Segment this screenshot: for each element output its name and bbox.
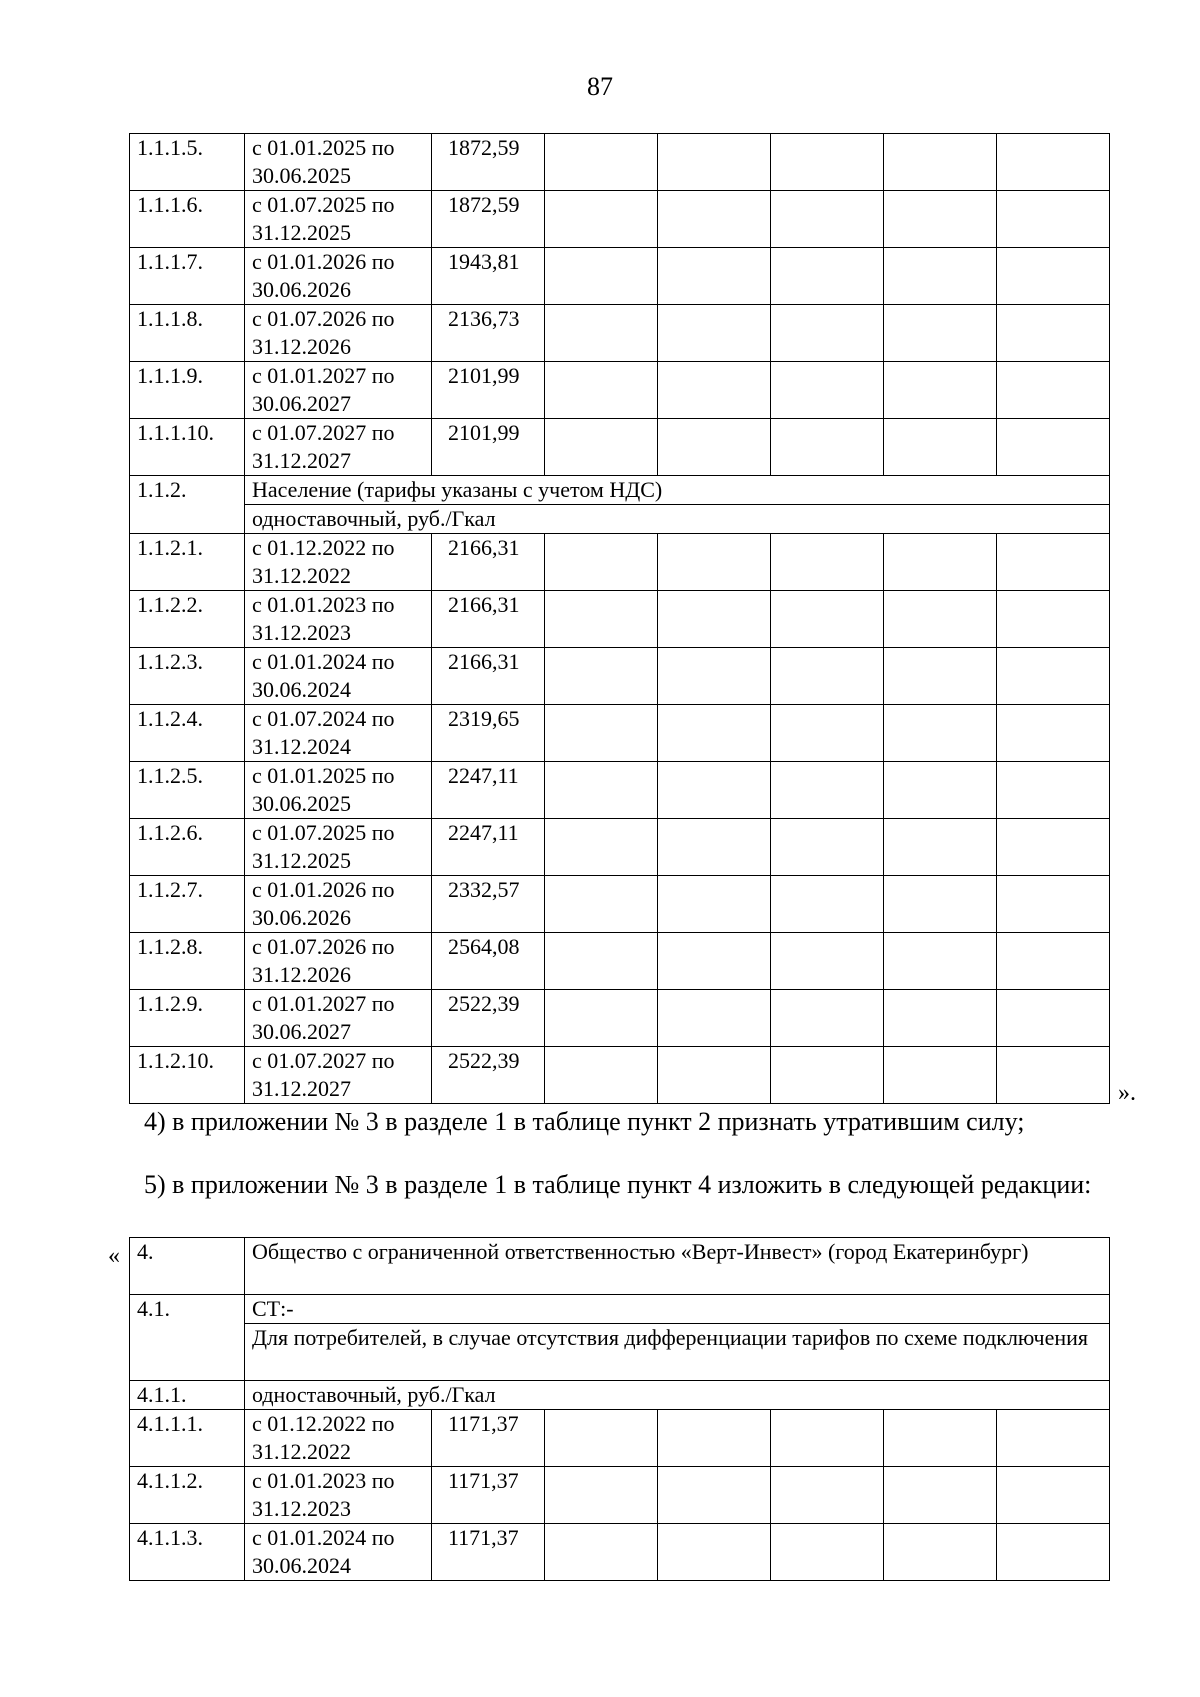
empty-cell — [771, 305, 884, 362]
tariff-value: 2166,31 — [432, 534, 545, 591]
table-row — [130, 419, 1110, 476]
empty-cell — [997, 990, 1110, 1047]
row-number: 1.1.2.6. — [130, 819, 245, 876]
empty-cell — [658, 990, 771, 1047]
empty-cell — [884, 1410, 997, 1467]
empty-cell — [771, 876, 884, 933]
empty-cell — [997, 534, 1110, 591]
empty-cell — [997, 876, 1110, 933]
empty-cell — [658, 876, 771, 933]
tariff-value: 2247,11 — [432, 819, 545, 876]
period-cell: с 01.01.2027 по 30.06.2027 — [245, 362, 432, 419]
empty-cell — [884, 1047, 997, 1104]
period-cell: с 01.01.2023 по 31.12.2023 — [245, 591, 432, 648]
section-title: одноставочный, руб./Гкал — [245, 505, 1110, 534]
empty-cell — [545, 1524, 658, 1581]
section-title: Общество с ограниченной ответственностью «Верт-Инвест» (город Екатеринбург) — [245, 1238, 1110, 1295]
empty-cell — [658, 1047, 771, 1104]
tariff-value: 1171,37 — [432, 1410, 545, 1467]
row-number: 1.1.1.6. — [130, 191, 245, 248]
empty-cell — [771, 1047, 884, 1104]
empty-cell — [658, 134, 771, 191]
tariff-value: 1171,37 — [432, 1467, 545, 1524]
empty-cell — [658, 648, 771, 705]
empty-cell — [997, 419, 1110, 476]
tariff-value: 2166,31 — [432, 648, 545, 705]
row-number: 1.1.1.7. — [130, 248, 245, 305]
table-row — [130, 762, 1110, 819]
empty-cell — [997, 1410, 1110, 1467]
empty-cell — [658, 534, 771, 591]
period-cell: с 01.07.2027 по 31.12.2027 — [245, 1047, 432, 1104]
row-number: 1.1.2.1. — [130, 534, 245, 591]
empty-cell — [771, 134, 884, 191]
period-cell: с 01.07.2027 по 31.12.2027 — [245, 419, 432, 476]
empty-cell — [545, 648, 658, 705]
empty-cell — [771, 648, 884, 705]
period-cell: с 01.01.2023 по 31.12.2023 — [245, 1467, 432, 1524]
row-number: 1.1.2.7. — [130, 876, 245, 933]
table-row — [130, 933, 1110, 990]
tariff-value: 2332,57 — [432, 876, 545, 933]
table-row — [130, 1467, 1110, 1524]
row-number: 1.1.1.5. — [130, 134, 245, 191]
table-row — [130, 305, 1110, 362]
empty-cell — [545, 933, 658, 990]
empty-cell — [884, 933, 997, 990]
period-cell: с 01.01.2025 по 30.06.2025 — [245, 762, 432, 819]
tariff-value: 2166,31 — [432, 591, 545, 648]
empty-cell — [997, 762, 1110, 819]
empty-cell — [658, 591, 771, 648]
empty-cell — [545, 1410, 658, 1467]
empty-cell — [658, 248, 771, 305]
empty-cell — [884, 648, 997, 705]
empty-cell — [545, 591, 658, 648]
empty-cell — [545, 191, 658, 248]
row-number: 1.1.1.8. — [130, 305, 245, 362]
section-header-row — [130, 505, 1110, 534]
row-number: 1.1.2.8. — [130, 933, 245, 990]
tariff-value: 1872,59 — [432, 134, 545, 191]
empty-cell — [771, 1410, 884, 1467]
table-row — [130, 534, 1110, 591]
empty-cell — [997, 134, 1110, 191]
empty-cell — [884, 705, 997, 762]
empty-cell — [771, 591, 884, 648]
period-cell: с 01.12.2022 по 31.12.2022 — [245, 1410, 432, 1467]
row-number: 1.1.1.9. — [130, 362, 245, 419]
section-title: Население (тарифы указаны с учетом НДС) — [245, 476, 1110, 505]
empty-cell — [997, 648, 1110, 705]
empty-cell — [658, 362, 771, 419]
empty-cell — [658, 1410, 771, 1467]
empty-cell — [997, 1524, 1110, 1581]
tariff-value: 2522,39 — [432, 990, 545, 1047]
section-number: 4.1.1. — [130, 1381, 245, 1410]
tariff-table-2 — [129, 1237, 1110, 1581]
empty-cell — [545, 362, 658, 419]
period-cell: с 01.12.2022 по 31.12.2022 — [245, 534, 432, 591]
period-cell: с 01.07.2025 по 31.12.2025 — [245, 819, 432, 876]
empty-cell — [771, 534, 884, 591]
table-row — [130, 876, 1110, 933]
table-row — [130, 362, 1110, 419]
section-header-row — [130, 1381, 1110, 1410]
section-number: 1.1.2. — [130, 476, 245, 534]
empty-cell — [997, 248, 1110, 305]
period-cell: с 01.07.2026 по 31.12.2026 — [245, 305, 432, 362]
row-number: 1.1.2.10. — [130, 1047, 245, 1104]
row-number: 4.1.1.1. — [130, 1410, 245, 1467]
table-row — [130, 1047, 1110, 1104]
tariff-value: 2101,99 — [432, 362, 545, 419]
row-number: 1.1.2.9. — [130, 990, 245, 1047]
empty-cell — [884, 534, 997, 591]
empty-cell — [997, 191, 1110, 248]
section-title: СТ:- — [245, 1295, 1110, 1324]
tariff-value: 2564,08 — [432, 933, 545, 990]
row-number: 1.1.2.2. — [130, 591, 245, 648]
tariff-value: 2522,39 — [432, 1047, 545, 1104]
closing-quote: ». — [1118, 1080, 1136, 1106]
period-cell: с 01.01.2024 по 30.06.2024 — [245, 648, 432, 705]
empty-cell — [884, 591, 997, 648]
empty-cell — [884, 1524, 997, 1581]
empty-cell — [771, 362, 884, 419]
empty-cell — [545, 134, 658, 191]
table-row — [130, 705, 1110, 762]
empty-cell — [997, 705, 1110, 762]
empty-cell — [997, 819, 1110, 876]
tariff-value: 2247,11 — [432, 762, 545, 819]
empty-cell — [658, 762, 771, 819]
empty-cell — [884, 762, 997, 819]
empty-cell — [545, 1047, 658, 1104]
tariff-value: 2319,65 — [432, 705, 545, 762]
empty-cell — [771, 419, 884, 476]
table-row — [130, 1410, 1110, 1467]
empty-cell — [658, 305, 771, 362]
empty-cell — [545, 534, 658, 591]
tariff-value: 1943,81 — [432, 248, 545, 305]
table-row — [130, 819, 1110, 876]
empty-cell — [658, 819, 771, 876]
period-cell: с 01.01.2024 по 30.06.2024 — [245, 1524, 432, 1581]
table-row — [130, 591, 1110, 648]
empty-cell — [884, 191, 997, 248]
period-cell: с 01.01.2026 по 30.06.2026 — [245, 248, 432, 305]
section-number: 4.1. — [130, 1295, 245, 1381]
empty-cell — [884, 305, 997, 362]
period-cell: с 01.01.2027 по 30.06.2027 — [245, 990, 432, 1047]
tariff-value: 1872,59 — [432, 191, 545, 248]
tariff-table-1 — [129, 133, 1110, 1104]
period-cell: с 01.01.2025 по 30.06.2025 — [245, 134, 432, 191]
paragraph-4: 4) в приложении № 3 в разделе 1 в таблице пункт 2 признать утратившим силу; — [144, 1107, 1025, 1136]
row-number: 1.1.2.4. — [130, 705, 245, 762]
row-number: 4.1.1.2. — [130, 1467, 245, 1524]
row-number: 1.1.2.5. — [130, 762, 245, 819]
page-number: 87 — [587, 72, 613, 101]
table-row — [130, 990, 1110, 1047]
empty-cell — [658, 705, 771, 762]
empty-cell — [545, 705, 658, 762]
opening-quote: « — [108, 1243, 120, 1269]
empty-cell — [997, 362, 1110, 419]
section-header-row — [130, 1324, 1110, 1381]
empty-cell — [658, 1524, 771, 1581]
tariff-value: 2136,73 — [432, 305, 545, 362]
empty-cell — [997, 305, 1110, 362]
empty-cell — [771, 1524, 884, 1581]
empty-cell — [771, 933, 884, 990]
table-row — [130, 1524, 1110, 1581]
empty-cell — [545, 419, 658, 476]
table-row — [130, 134, 1110, 191]
empty-cell — [771, 191, 884, 248]
period-cell: с 01.01.2026 по 30.06.2026 — [245, 876, 432, 933]
empty-cell — [997, 1467, 1110, 1524]
section-title: одноставочный, руб./Гкал — [245, 1381, 1110, 1410]
period-cell: с 01.07.2026 по 31.12.2026 — [245, 933, 432, 990]
row-number: 1.1.1.10. — [130, 419, 245, 476]
table-row — [130, 648, 1110, 705]
empty-cell — [545, 876, 658, 933]
empty-cell — [771, 705, 884, 762]
paragraph-5: 5) в приложении № 3 в разделе 1 в таблице пункт 4 изложить в следующей редакции: — [144, 1170, 1092, 1199]
section-title: Для потребителей, в случае отсутствия дифференциации тарифов по схеме подключения — [245, 1324, 1110, 1381]
empty-cell — [658, 1467, 771, 1524]
empty-cell — [545, 819, 658, 876]
empty-cell — [884, 990, 997, 1047]
section-header-row — [130, 1238, 1110, 1295]
section-header-row — [130, 476, 1110, 505]
empty-cell — [884, 819, 997, 876]
empty-cell — [771, 819, 884, 876]
empty-cell — [658, 191, 771, 248]
empty-cell — [771, 990, 884, 1047]
section-header-row — [130, 1295, 1110, 1324]
period-cell: с 01.07.2025 по 31.12.2025 — [245, 191, 432, 248]
empty-cell — [884, 876, 997, 933]
empty-cell — [658, 933, 771, 990]
empty-cell — [771, 248, 884, 305]
empty-cell — [658, 419, 771, 476]
empty-cell — [884, 1467, 997, 1524]
period-cell: с 01.07.2024 по 31.12.2024 — [245, 705, 432, 762]
empty-cell — [545, 762, 658, 819]
row-number: 4.1.1.3. — [130, 1524, 245, 1581]
empty-cell — [997, 591, 1110, 648]
empty-cell — [771, 1467, 884, 1524]
empty-cell — [884, 362, 997, 419]
table-row — [130, 191, 1110, 248]
tariff-value: 1171,37 — [432, 1524, 545, 1581]
empty-cell — [997, 1047, 1110, 1104]
empty-cell — [997, 933, 1110, 990]
empty-cell — [884, 419, 997, 476]
row-number: 1.1.2.3. — [130, 648, 245, 705]
empty-cell — [884, 248, 997, 305]
empty-cell — [545, 1467, 658, 1524]
tariff-value: 2101,99 — [432, 419, 545, 476]
section-number: 4. — [130, 1238, 245, 1295]
empty-cell — [884, 134, 997, 191]
table-row — [130, 248, 1110, 305]
empty-cell — [771, 762, 884, 819]
empty-cell — [545, 248, 658, 305]
empty-cell — [545, 305, 658, 362]
empty-cell — [545, 990, 658, 1047]
